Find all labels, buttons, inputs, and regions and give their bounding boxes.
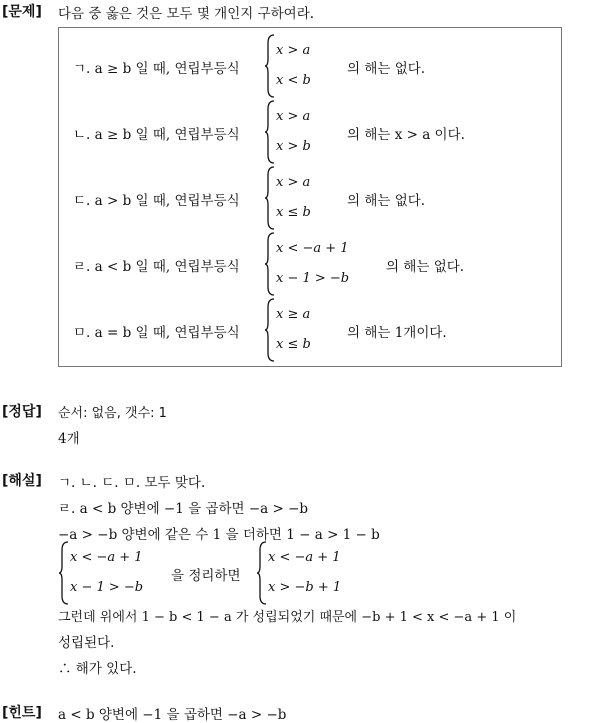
explanation-line: 그런데 위에서 1 − b < 1 − a 가 성립되었기 때문에 −b + 1 < x < −a + 1 이 (58, 610, 517, 625)
explanation-line: ∴ 해가 있다. (58, 661, 137, 677)
choice-solution: 의 해는 없다. (347, 61, 426, 77)
problem-box (58, 27, 562, 367)
inequality-1: x < −a + 1 (70, 550, 143, 565)
explanation-connector: 을 정리하면 (171, 568, 241, 584)
inequality-1: x < −a + 1 (268, 550, 341, 565)
problem-tag: [문제] (2, 4, 42, 20)
left-brace-icon (264, 297, 276, 363)
explanation-line: ㄱ. ㄴ. ㄷ. ㅁ. 모두 맞다. (58, 475, 206, 491)
choice-condition: ㅁ. a = b 일 때, 연립부등식 (73, 325, 240, 341)
inequality-1: x > a (276, 109, 311, 124)
explanation-line: −a > −b 양변에 같은 수 1 을 더하면 1 − a > 1 − b (58, 527, 380, 543)
left-brace-icon (264, 231, 276, 297)
inequality-2: x ≤ b (276, 337, 311, 352)
problem-question: 다음 중 옳은 것은 모두 몇 개인지 구하여라. (58, 6, 315, 22)
explanation-tag: [해설] (2, 473, 42, 489)
left-brace-icon (256, 540, 268, 606)
hint-tag: [힌트] (2, 705, 42, 721)
inequality-2: x ≤ b (276, 205, 311, 220)
choice-condition: ㄱ. a ≥ b 일 때, 연립부등식 (73, 61, 240, 77)
inequality-2: x > b (276, 139, 311, 154)
choice-solution: 의 해는 1개이다. (347, 325, 447, 341)
choice-solution: 의 해는 없다. (347, 193, 426, 209)
inequality-2: x > −b + 1 (268, 580, 342, 595)
inequality-2: x − 1 > −b (70, 580, 144, 595)
choice-condition: ㄴ. a ≥ b 일 때, 연립부등식 (73, 127, 240, 143)
inequality-2: x < b (276, 73, 311, 88)
answer-count: 4개 (58, 431, 80, 447)
choice-solution: 의 해는 x > a 이다. (347, 127, 465, 143)
answer-line: 순서: 없음, 갯수: 1 (58, 406, 167, 421)
inequality-1: x > a (276, 43, 311, 58)
left-brace-icon (264, 33, 276, 99)
left-brace-icon (58, 540, 70, 606)
left-brace-icon (264, 99, 276, 165)
inequality-1: x > a (276, 175, 311, 190)
inequality-system (256, 540, 356, 606)
inequality-system (58, 540, 158, 606)
left-brace-icon (264, 165, 276, 231)
explanation-line: ㄹ. a < b 양변에 −1 을 곱하면 −a > −b (58, 501, 309, 517)
inequality-1: x < −a + 1 (276, 241, 349, 256)
choice-condition: ㄷ. a > b 일 때, 연립부등식 (73, 193, 240, 209)
choice-solution: 의 해는 없다. (386, 259, 465, 275)
answer-tag: [정답] (2, 404, 42, 420)
choice-condition: ㄹ. a < b 일 때, 연립부등식 (73, 259, 240, 275)
explanation-line: 성립된다. (58, 635, 115, 651)
inequality-1: x ≥ a (276, 307, 311, 322)
inequality-2: x − 1 > −b (276, 271, 350, 286)
hint-text: a < b 양변에 −1 을 곱하면 −a > −b (58, 707, 287, 723)
